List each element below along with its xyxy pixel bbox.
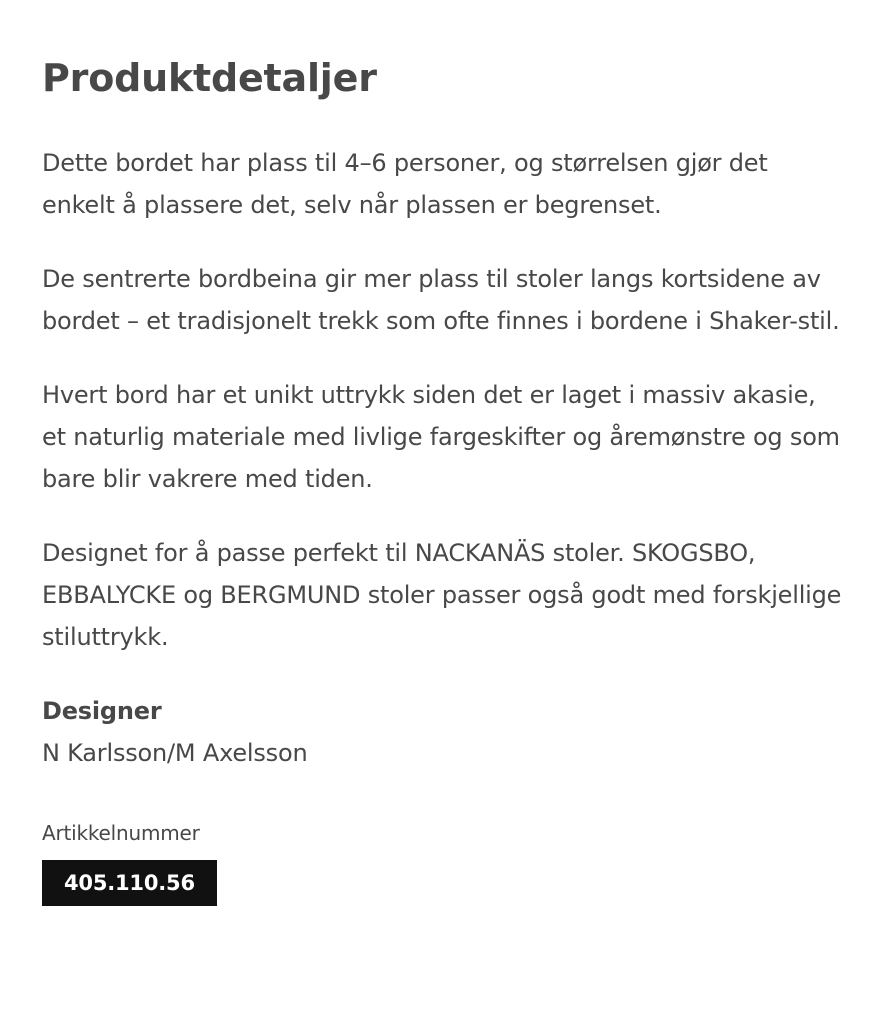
- description-paragraph-3: Hvert bord har et unikt uttrykk siden det er laget i massiv akasie, et naturlig materiale med livlige fargeskifter og åremønstre og som bare blir vakrere med tiden.: [42, 380, 840, 493]
- designer-label: Designer: [42, 696, 162, 725]
- description-paragraph-1: Dette bordet har plass til 4–6 personer, og størrelsen gjør det enkelt å plassere det, selv når plassen er begrenset.: [42, 148, 768, 219]
- article-number-label: Artikkelnummer: [42, 820, 200, 845]
- description-paragraph-4: Designet for å passe perfekt til NACKANÄS stoler. SKOGSBO, EBBALYCKE og BERGMUND stoler passer også godt med forskjellige stiluttrykk.: [42, 538, 842, 651]
- article-number-badge: 405.110.56: [42, 860, 217, 906]
- description-paragraph-2: De sentrerte bordbeina gir mer plass til stoler langs kortsidene av bordet – et tradisjonelt trekk som ofte finnes i bordene i Shaker-stil.: [42, 264, 840, 335]
- designer-name: N Karlsson/M Axelsson: [42, 738, 308, 767]
- section-title: Produktdetaljer: [42, 56, 377, 100]
